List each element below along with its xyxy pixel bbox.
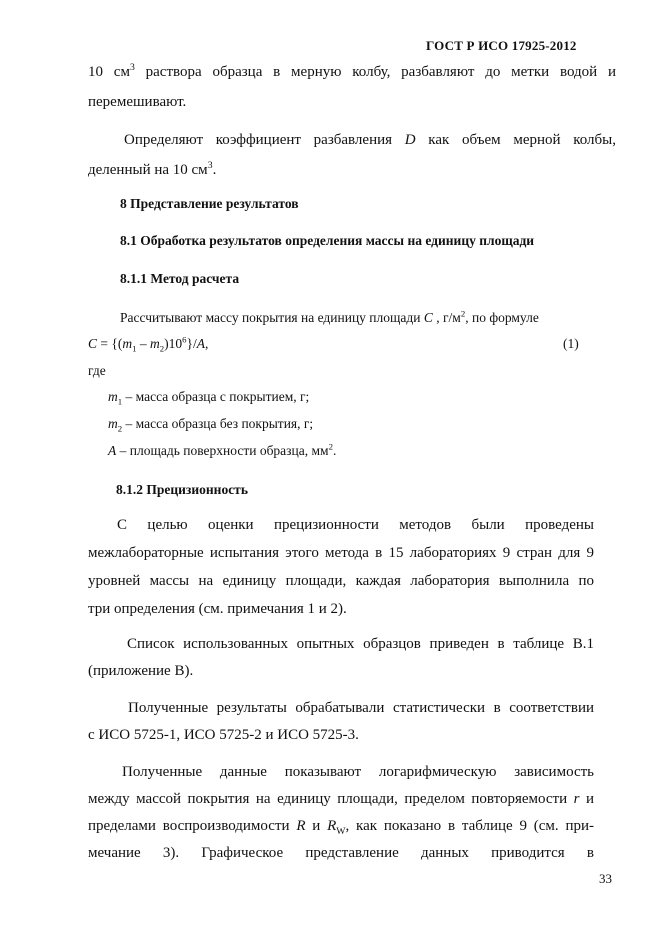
calc-intro: Рассчитывают массу покрытия на единицу площади C , $г/м^2$, по формуле xyxy=(120,308,539,325)
paragraph-line: с ИСО 5725-1, ИСО 5725-2 и ИСО 5725-3. xyxy=(88,727,359,743)
paragraph-line: мечание 3). Графическое представление данных приводится в xyxy=(88,845,594,861)
section-heading: 8 Представление результатов xyxy=(120,196,299,211)
paragraph-line: Полученные данные показывают логарифмическую зависимость xyxy=(122,764,594,780)
paragraph-line: три определения (см. примечания 1 и 2). xyxy=(88,601,347,617)
paragraph-line: Полученные результаты обрабатывали статистически в соответствии xyxy=(128,700,594,716)
formula-number: (1) xyxy=(563,336,579,351)
page-number: 33 xyxy=(599,871,612,886)
paragraph-line: 10 $см^3$ раствора образца в мерную колбу, разбавляют до метки водой и xyxy=(88,62,617,80)
paragraph-line: между массой покрытия на единицу площади, пределом повторяемости r и xyxy=(88,791,594,807)
definition-m1: $m_1$ – масса образца с покрытием, г; xyxy=(108,389,310,407)
definition-m2: $m_2$ – масса образца без покрытия, г; xyxy=(108,416,314,434)
subsubsection-heading: 8.1.2 Прецизионность xyxy=(116,482,248,497)
where-label: где xyxy=(88,363,106,378)
paragraph-line: деленный на 10 $см^3$. xyxy=(88,160,217,178)
paragraph-line: (приложение В). xyxy=(88,663,194,679)
paragraph-line: межлабораторные испытания этого метода в 15 лабораториях 9 стран для 9 xyxy=(88,545,594,561)
paragraph-line: перемешивают. xyxy=(88,94,187,110)
paragraph-line: уровней массы на единицу площади, каждая лаборатория выполнила по xyxy=(88,573,594,589)
paragraph-line: пределами воспроизводимости R и $R_W$, как показано в таблице 9 (см. при- xyxy=(88,818,594,837)
subsubsection-heading: 8.1.1 Метод расчета xyxy=(120,271,240,286)
subsection-heading: 8.1 Обработка результатов определения массы на единицу площади xyxy=(120,233,535,248)
paragraph-line: Список использованных опытных образцов приведен в таблице В.1 xyxy=(127,636,594,652)
definition-a: A – площадь поверхности образца, $мм^2$. xyxy=(108,441,337,458)
formula: $C = \{(m_1 - m_2)10^6\}/A$, xyxy=(88,334,209,354)
paragraph-line: С целью оценки прецизионности методов были проведены xyxy=(117,517,594,533)
paragraph-line: Определяют коэффициент разбавления D как объем мерной колбы, xyxy=(124,132,616,148)
document-header: ГОСТ Р ИСО 17925-2012 xyxy=(426,38,577,53)
